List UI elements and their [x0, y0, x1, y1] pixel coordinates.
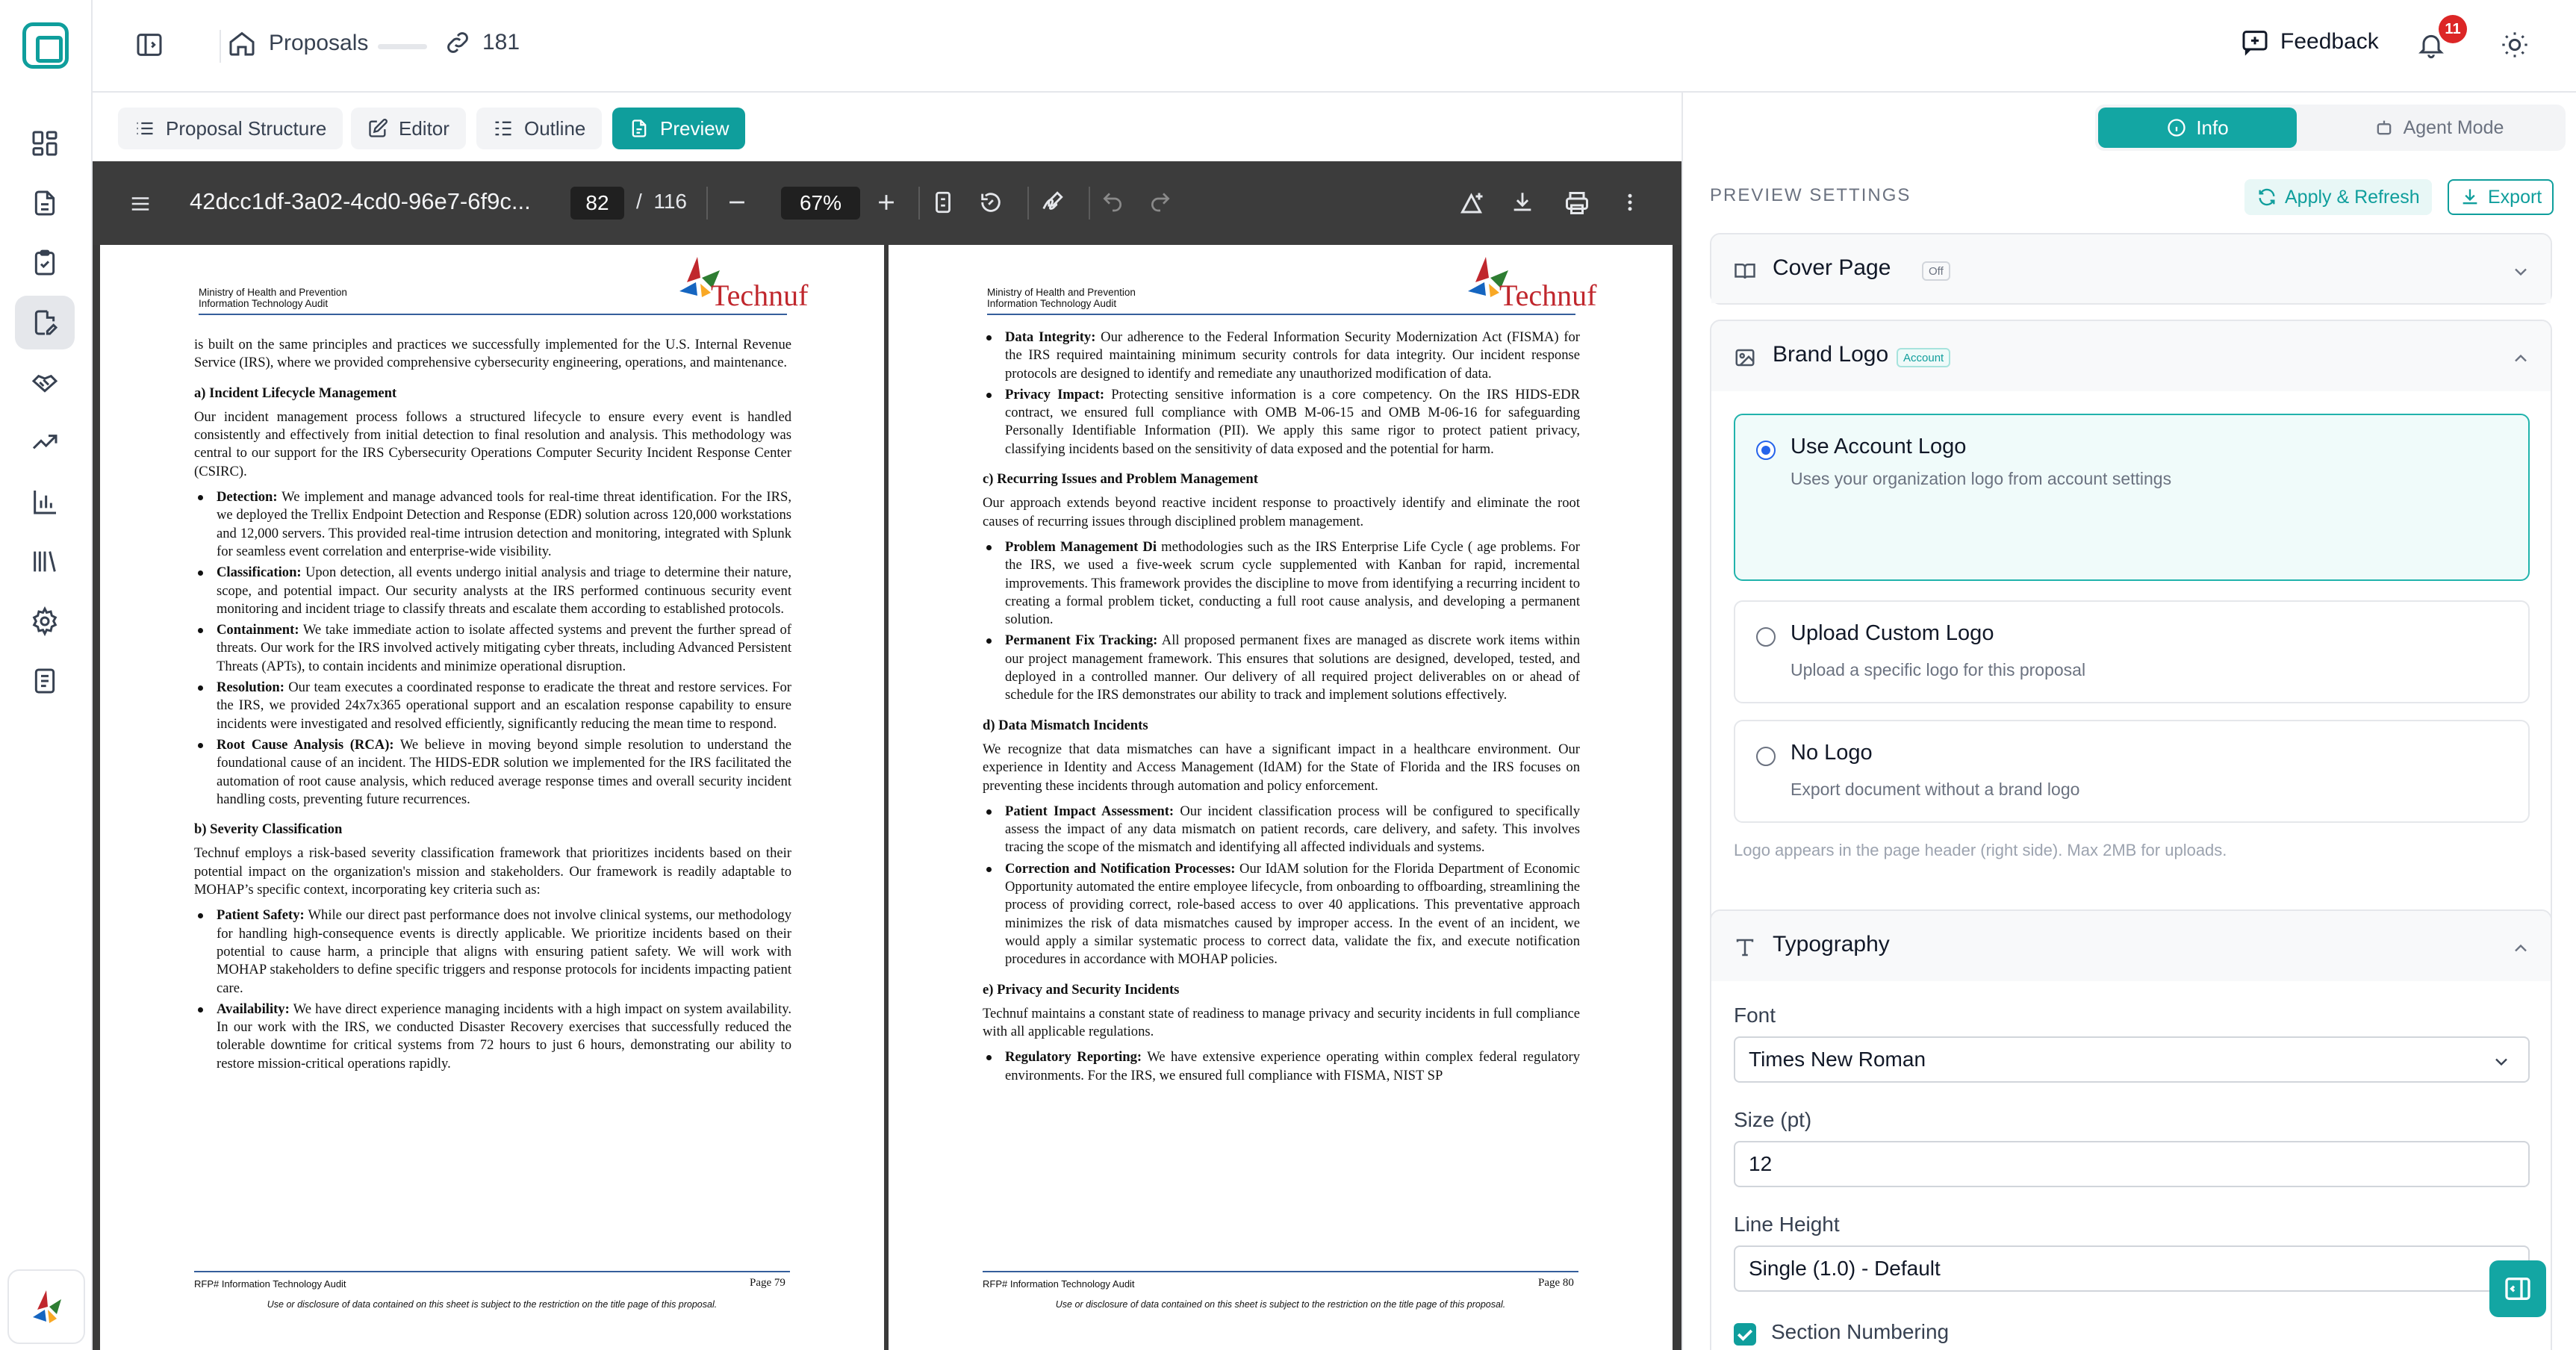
check-icon	[1734, 1323, 1756, 1346]
page-total	[636, 190, 687, 214]
logo-option-upload[interactable]	[1734, 600, 2530, 703]
page-separator: /	[636, 190, 642, 213]
font-value: Times New Roman	[1749, 1048, 1926, 1071]
brand-logo-section	[1710, 320, 2552, 969]
tab-label: Editor	[399, 116, 449, 140]
pdf-toolbar	[93, 161, 1681, 245]
bullet-list	[194, 906, 791, 1073]
header-line: Ministry of Health and Prevention	[199, 287, 347, 298]
header-line: Information Technology Audit	[987, 298, 1117, 309]
line-height-value: Single (1.0) - Default	[1749, 1257, 1941, 1280]
tab-label: Preview	[660, 116, 729, 140]
proposal-edit-icon[interactable]	[15, 296, 75, 349]
chevron-up-icon	[2510, 938, 2531, 959]
breadcrumb-proposals[interactable]	[227, 28, 368, 58]
book-open-icon	[1734, 260, 1756, 282]
option-description: Upload a specific logo for this proposal	[1791, 660, 2086, 679]
file-text-icon[interactable]	[15, 654, 75, 708]
list-item: Patient Safety: While our direct past performance does not involve clinical systems, our methodology for handling high-consequence events is directly applicable. We prioritize incidents based on their potential to cause harm, a principle that aligns with ensuring patient safety. We will work with MOHAP stakeholders to define specific triggers and response protocols for incidents impacting patient care.	[194, 906, 791, 997]
size-value: 12	[1749, 1152, 1773, 1175]
paragraph: Technuf maintains a constant state of readiness to manage privacy and security incidents in full compliance with all applicable regulations.	[983, 1005, 1580, 1040]
footer-rule	[983, 1271, 1578, 1272]
list-item: Classification: Upon detection, all events undergo initial analysis and triage to determine their nature, scope, and potential impact. Our security analysts at the IRS performed continuous security event monitoring and incident triage to classify threats and escalate them according to established protocols.	[194, 564, 791, 618]
zoom-level[interactable]: 67%	[781, 187, 860, 220]
status-badge: Off	[1922, 261, 1950, 281]
section-heading: c) Recurring Issues and Problem Management	[983, 471, 1258, 488]
image-icon	[1734, 346, 1756, 369]
divider	[1089, 187, 1090, 220]
divider	[706, 187, 708, 220]
brand-name: Technuf	[711, 279, 809, 312]
rotate-icon[interactable]	[978, 190, 1004, 215]
info-icon	[2166, 117, 2187, 138]
bullet-list	[983, 538, 1580, 705]
document-icon[interactable]	[15, 176, 75, 230]
menu-icon[interactable]	[128, 193, 152, 215]
list-item: Permanent Fix Tracking: All proposed permanent fixes are managed as discrete work items within our project management framework. This ensures that solutions are designed, developed, tested, and deployed in a controlled manner. Our delivery of all required project deliverables on or ahead of schedule for the IRS demonstrates our ability to track and implement solutions effectively.	[983, 632, 1580, 704]
chevron-down-icon	[2491, 1051, 2512, 1072]
outline-icon	[493, 118, 514, 139]
handshake-icon[interactable]	[15, 355, 75, 409]
refresh-icon	[2256, 187, 2277, 208]
line-height-label: Line Height	[1734, 1213, 1840, 1236]
tab-label: Outline	[524, 116, 586, 140]
fit-page-icon[interactable]	[930, 190, 956, 215]
print-icon[interactable]	[1564, 190, 1590, 217]
panel-mode-switch	[2095, 105, 2566, 151]
feedback-label: Feedback	[2280, 29, 2379, 54]
bar-chart-icon[interactable]	[15, 475, 75, 529]
page-body	[194, 336, 791, 1076]
pdf-page-80	[889, 245, 1673, 1350]
page-number-input[interactable]: 82	[570, 187, 624, 220]
logo-option-account[interactable]	[1734, 414, 2530, 581]
list-item: Problem Management Di methodologies such as the IRS Enterprise Life Cycle ( age problems. For the IRS, we used a five-week scrum cycle supplemented with Kanban for rapid, incremental improvements. This framework provides the discipline to move from identifying a recurring incident to creating a formal problem ticket, conducting a full root cause analysis, and developing a permanent solution.	[983, 538, 1580, 629]
divider	[1027, 187, 1029, 220]
list-item: Privacy Impact: Protecting sensitive information is a core competency. On the IRS HIDS-EDR contract, we ensured full compliance with OMB M-06-15 and OMB M-06-16 for safeguarding Personally Identifiable Information (PII). We apply this same rigor to protect patient privacy, classifying incidents based on the sensitivity of data exposed and the potential for harm.	[983, 386, 1580, 458]
chevron-up-icon	[2510, 348, 2531, 369]
section-heading: d) Data Mismatch Incidents	[983, 717, 1148, 733]
list-item: Regulatory Reporting: We have extensive experience operating within complex federal regulatory environments. For the IRS, we ensured full compliance with FISMA, NIST SP	[983, 1048, 1580, 1085]
library-icon[interactable]	[15, 535, 75, 588]
footer-note: Use or disclosure of data contained on this sheet is subject to the restriction on the title page of this proposal.	[267, 1299, 718, 1310]
list-item: Data Integrity: Our adherence to the Federal Information Security Modernization Act (FISMA) for the IRS required maintaining minimum security controls for data integrity. Our incident response protocols are designed to identify and remediate any unauthorized modification of data.	[983, 329, 1580, 383]
bullet-list	[194, 488, 791, 809]
section-title: Cover Page	[1773, 255, 1891, 280]
pdf-pages[interactable]	[97, 245, 1677, 1350]
section-heading: e) Privacy and Security Incidents	[983, 981, 1180, 998]
tab-label: Agent Mode	[2403, 116, 2504, 138]
download-icon[interactable]	[1510, 190, 1535, 215]
pencil-square-icon	[367, 118, 388, 139]
pdf-viewer	[93, 161, 1681, 1350]
home-icon	[227, 28, 257, 58]
zoom-out-icon[interactable]	[724, 190, 750, 215]
tab-proposal-structure[interactable]	[118, 108, 343, 149]
tab-preview[interactable]	[612, 108, 745, 149]
page-body	[983, 329, 1580, 1088]
feedback-icon	[2240, 27, 2270, 57]
radio-selected[interactable]	[1756, 441, 1776, 460]
more-vertical-icon[interactable]	[1619, 190, 1641, 215]
section-heading: a) Incident Lifecycle Management	[194, 385, 397, 401]
view-tabs	[93, 93, 1681, 161]
paragraph: Technuf employs a risk-based severity classification framework that prioritizes incidents based on their potential impact on the organization's mission and stakeholders. Our framework is readily adaptable to MOHAP’s specific context, incorporating key criteria such as:	[194, 845, 791, 898]
status-badge: Account	[1897, 348, 1950, 367]
tab-outline[interactable]	[476, 108, 602, 149]
dashboard-icon[interactable]	[15, 116, 75, 170]
list-item: Resolution: Our team executes a coordinated response to eradicate the threat and restore services. For the IRS, we provided 24x7x365 operational support and an escalation response capability to ensure incidents were investigated and resolved efficiently, significantly reducing the mean time to respond.	[194, 679, 791, 733]
size-input[interactable]	[1734, 1141, 2530, 1187]
section-numbering-checkbox[interactable]	[1734, 1323, 1756, 1346]
draw-icon[interactable]	[1039, 190, 1065, 215]
divider	[220, 30, 221, 63]
pdf-file-name: 42dcc1df-3a02-4cd0-96e7-6f9c...	[190, 188, 531, 214]
divider	[918, 187, 920, 220]
redo-icon[interactable]	[1148, 190, 1172, 214]
radio[interactable]	[1756, 627, 1776, 647]
type-icon	[1734, 936, 1756, 959]
section-header[interactable]	[1711, 911, 2551, 981]
zoom-in-icon[interactable]	[874, 190, 899, 215]
logo-hint: Logo appears in the page header (right side). Max 2MB for uploads.	[1734, 841, 2227, 859]
header-rule	[987, 314, 1575, 315]
option-description: Uses your organization logo from account settings	[1791, 469, 2172, 488]
footer-left: RFP# Information Technology Audit	[194, 1278, 346, 1290]
bullet-list	[983, 803, 1580, 969]
logo-option-none[interactable]	[1734, 720, 2530, 823]
breadcrumb-id[interactable]	[444, 28, 520, 57]
panel-toggle-button[interactable]	[2489, 1260, 2546, 1317]
line-height-select[interactable]	[1734, 1245, 2530, 1292]
font-label: Font	[1734, 1004, 1776, 1027]
font-select[interactable]	[1734, 1036, 2530, 1083]
button-label: Apply & Refresh	[2285, 186, 2420, 208]
chevron-down-icon	[2510, 261, 2531, 282]
sidebar-toggle-icon[interactable]	[134, 30, 164, 60]
download-icon	[2460, 187, 2480, 208]
file-preview-icon	[629, 118, 650, 139]
bullet-list	[983, 329, 1580, 458]
paragraph: We recognize that data mismatches can have a significant impact in a healthcare environment. Our experience in Identity and Access Management (IdAM) for the State of Florida and the IRS focuses on preventing these incidents through automation and policy enforcement.	[983, 741, 1580, 794]
list-item: Patient Impact Assessment: Our incident classification process will be configured to specifically assess the impact of any data mismatch on patient records, care delivery, and safety. This involves tracing the scope of the mismatch and identifying all affected individuals and systems.	[983, 803, 1580, 857]
button-label: Export	[2488, 186, 2542, 208]
trending-up-icon[interactable]	[15, 415, 75, 469]
theme-toggle-icon[interactable]	[2500, 30, 2530, 60]
section-numbering-label: Section Numbering	[1771, 1320, 1950, 1343]
breadcrumb-placeholder-bar	[378, 44, 427, 49]
breadcrumb-label: Proposals	[269, 31, 369, 55]
cover-page-section[interactable]	[1710, 233, 2552, 305]
tab-label: Proposal Structure	[166, 116, 327, 140]
page-total-value: 116	[653, 190, 687, 213]
link-icon	[444, 28, 472, 57]
paragraph: Our incident management process follows a structured lifecycle to ensure every event is handled consistently and effectively from initial detection to final resolution and analysis. This methodology was central to our support for the IRS Cybersecurity Operations Computer Security Incident Response Center (CSIRC).	[194, 408, 791, 479]
list-item: Correction and Notification Processes: Our IdAM solution for the Florida Department of Economic Opportunity automated the entire employee lifecycle, from onboarding to offboarding, streamlining the process of providing correct, role-based access to over 40 applications. This preventative approach minimizes the risk of data mismatches caused by improper access. In the event of an incident, we would apply a similar systematic process to correct data, validate the fix, and execute notification procedures in accordance with MOHAP policies.	[983, 860, 1580, 969]
brand-name: Technuf	[1499, 279, 1597, 312]
page-number-label: Page 79	[750, 1277, 785, 1289]
list-item: Detection: We implement and manage advanced tools for real-time threat identification. For the IRS, we deployed the Trellix Endpoint Detection and Response (EDR) solution across 120,000 workstations and 12,000 servers. This provided real-time intrusion detection and monitoring, integrated with Splunk for seamless event correlation and enterprise-wide visibility.	[194, 488, 791, 561]
footer-note: Use or disclosure of data contained on this sheet is subject to the restriction on the title page of this proposal.	[1055, 1299, 1506, 1310]
list-item: Availability: We have direct experience managing incidents with a high impact on system availability. In our work with the IRS, we conducted Disaster Recovery exercises that successfully reduced the tolerable downtime for critical systems from 72 hours to just 6 hours, demonstrating our ability to restore mission-critical operations rapidly.	[194, 1001, 791, 1073]
top-bar	[93, 0, 2576, 93]
header-line: Ministry of Health and Prevention	[987, 287, 1136, 298]
org-avatar[interactable]	[7, 1269, 85, 1344]
clipboard-check-icon[interactable]	[15, 236, 75, 290]
undo-icon[interactable]	[1101, 190, 1124, 214]
option-title: Use Account Logo	[1791, 435, 1967, 458]
tab-editor[interactable]	[351, 108, 466, 149]
list-item: Containment: We take immediate action to isolate affected systems and prevent the further spread of threats. Our work for the IRS involved actively mitigating cyber threats, including Advanced Persistent Threats (APTs), to contain incidents and minimize operational disruption.	[194, 621, 791, 676]
option-description: Export document without a brand logo	[1791, 780, 2080, 799]
page-header-text	[199, 287, 347, 309]
settings-panel	[1681, 93, 2576, 1350]
paragraph: is built on the same principles and practices we successfully implemented for the U.S. Internal Revenue Service (IRS), where we provided comprehensive cybersecurity engineering, operations, and maintenance.	[194, 337, 791, 371]
section-title: Brand Logo	[1773, 342, 1889, 367]
tab-label: Info	[2196, 116, 2229, 139]
breadcrumb-id-label: 181	[482, 30, 520, 55]
option-title: Upload Custom Logo	[1791, 621, 1994, 645]
radio[interactable]	[1756, 747, 1776, 766]
feedback-button[interactable]	[2240, 27, 2379, 57]
bullet-list	[983, 1048, 1580, 1085]
paragraph: Our approach extends beyond reactive incident response to proactively identify and eliminate the root causes of recurring issues through disciplined problem management.	[983, 495, 1580, 529]
typography-section	[1710, 909, 2552, 1350]
header-rule	[199, 314, 787, 315]
tab-info[interactable]	[2098, 108, 2297, 148]
notification-badge: 11	[2439, 15, 2467, 43]
section-heading: b) Severity Classification	[194, 821, 343, 838]
tab-agent-mode[interactable]	[2319, 108, 2558, 148]
export-button[interactable]	[2448, 179, 2554, 215]
preview-settings-heading: PREVIEW SETTINGS	[1710, 185, 1911, 205]
header-line: Information Technology Audit	[199, 298, 329, 309]
app-logo[interactable]	[22, 22, 69, 69]
section-header[interactable]	[1711, 234, 2551, 303]
add-shape-icon[interactable]	[1459, 190, 1486, 217]
section-header[interactable]	[1711, 321, 2551, 391]
page-header-text	[987, 287, 1136, 309]
footer-left: RFP# Information Technology Audit	[983, 1278, 1135, 1290]
apply-refresh-button[interactable]	[2244, 179, 2432, 215]
size-label: Size (pt)	[1734, 1108, 1812, 1131]
robot-icon	[2374, 117, 2395, 138]
left-rail	[0, 0, 93, 1350]
panel-toggle-icon	[2503, 1274, 2533, 1304]
list-item: Root Cause Analysis (RCA): We believe in moving beyond simple resolution to understand the foundational cause of an incident. The HIDS-EDR solution we implemented for the IRS facilitated the automation of root cause analysis, which reduced average response times and overall security incident handling costs, preventing future recurrences.	[194, 736, 791, 809]
page-number-label: Page 80	[1538, 1277, 1574, 1289]
gear-icon[interactable]	[15, 594, 75, 648]
option-title: No Logo	[1791, 741, 1873, 765]
pdf-page-79	[100, 245, 884, 1350]
section-title: Typography	[1773, 932, 1890, 956]
footer-rule	[194, 1271, 790, 1272]
list-icon	[134, 118, 155, 139]
